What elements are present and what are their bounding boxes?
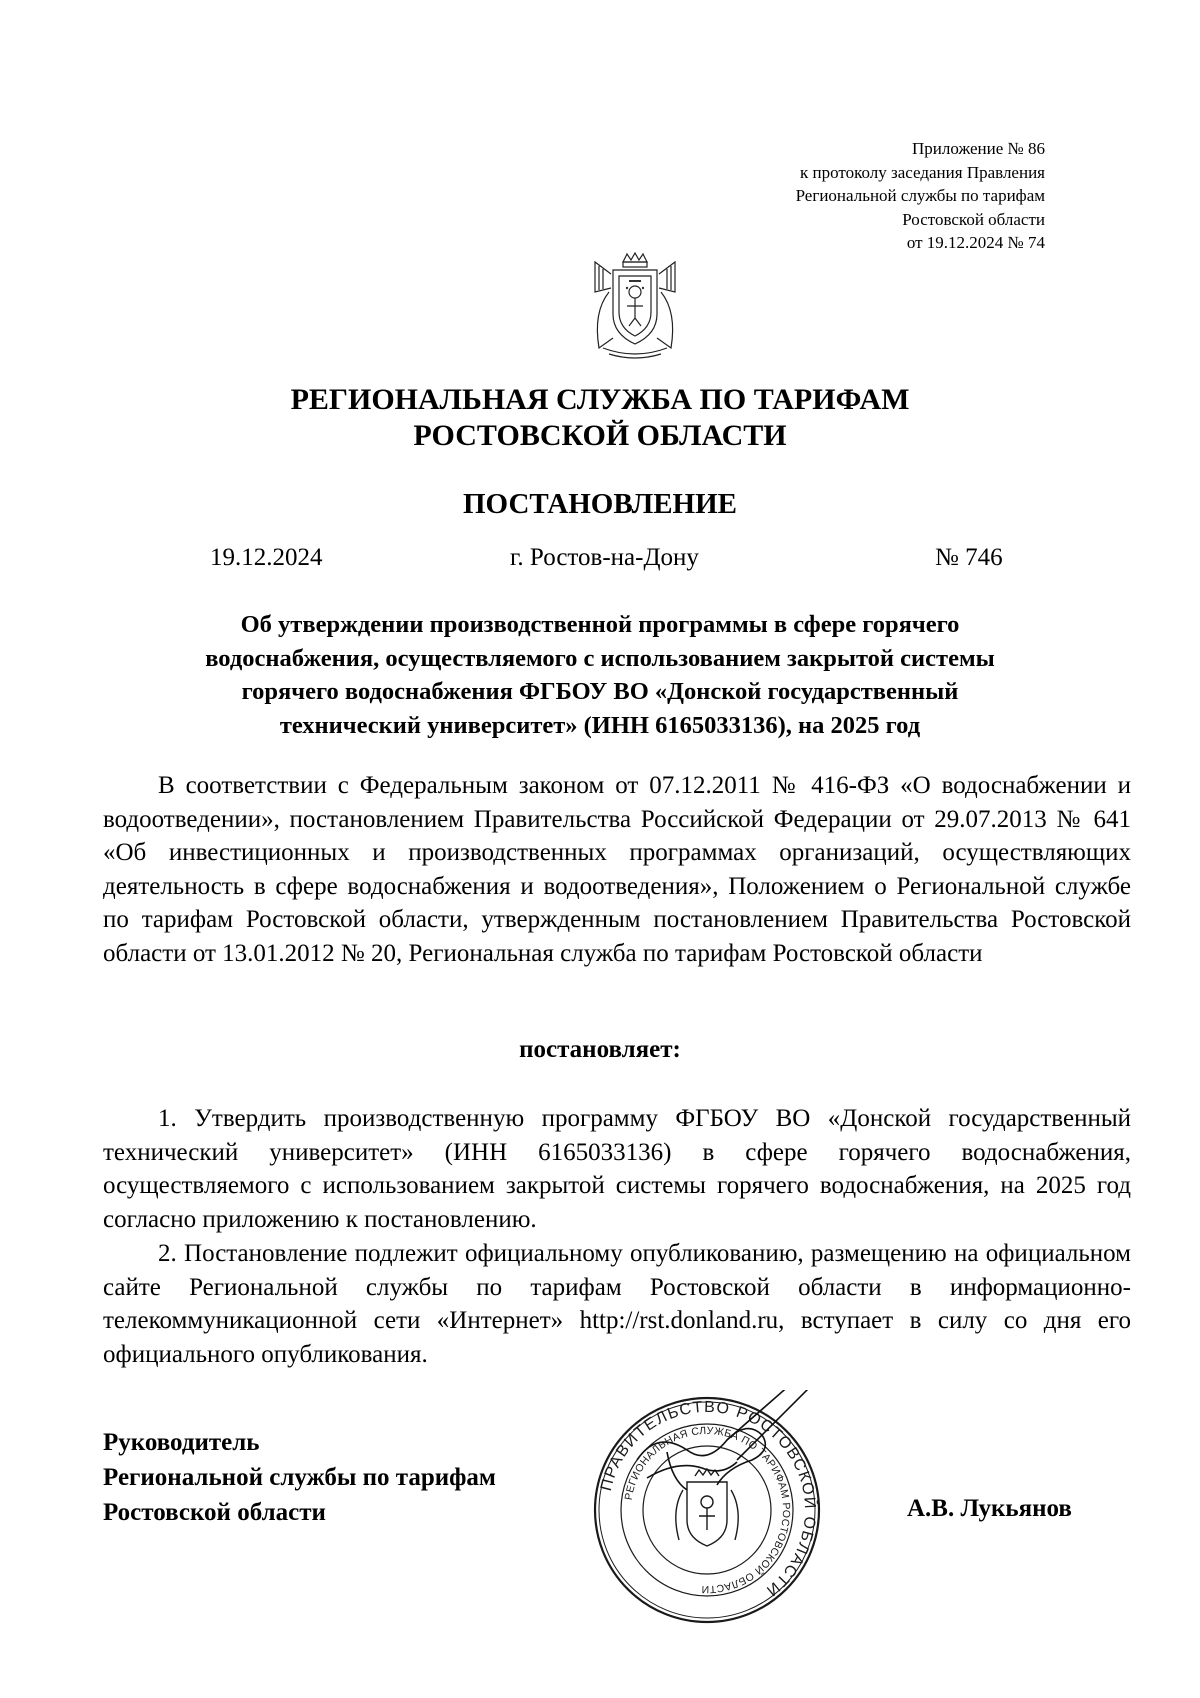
decree-item: 1. Утвердить производственную программу ФГБОУ ВО «Донской государственный технический университет» (ИНН 6165033136) в сфере горячего водоснабжения, осуществляемого с использованием закрытой системы горячего водоснабжения, на 2025 год согласно приложению к постановлению. [103,1105,1131,1233]
appendix-note [625,137,1045,255]
signer-name: А.В. Лукьянов [907,1495,1072,1522]
title-line: горячего водоснабжения ФГБОУ ВО «Донской государственный [241,678,959,705]
document-date: 19.12.2024 [210,544,323,571]
appendix-line: Региональной службы по тарифам [795,186,1045,205]
decree-word: постановляет: [519,1036,681,1063]
official-seal-icon [587,1390,827,1630]
signer-position-line: Ростовской области [103,1499,326,1526]
organization-name [100,382,1100,454]
appendix-line: к протоколу заседания Правления [800,162,1045,182]
title-line: технический университет» (ИНН 6165033136), на 2025 год [279,711,921,739]
appendix-line: Приложение № 86 [912,139,1045,158]
signer-position [103,1425,496,1530]
organization-line: РОСТОВСКОЙ ОБЛАСТИ [413,419,787,452]
organization-line: РЕГИОНАЛЬНАЯ СЛУЖБА ПО ТАРИФАМ [290,383,910,416]
appendix-line: Ростовской области [902,209,1045,229]
document-city: г. Ростов-на-Дону [510,544,699,571]
document-number: № 746 [935,544,1003,571]
signer-position-line: Региональной службы по тарифам [103,1464,496,1491]
appendix-line: от 19.12.2024 № 74 [906,233,1045,252]
document-type: ПОСТАНОВЛЕНИЕ [462,488,737,520]
seal-outer-text: ПРАВИТЕЛЬСТВО РОСТОВСКОЙ ОБЛАСТИ [597,1398,819,1600]
signer-position-line: Руководитель [103,1429,260,1456]
seal-inner-text: РЕГИОНАЛЬНАЯ СЛУЖБА ПО ТАРИФАМ РОСТОВСКОЙ ОБЛАСТИ [622,1424,793,1596]
coat-of-arms-icon [589,252,681,360]
preamble-paragraph: В соответствии с Федеральным законом от 07.12.2011 № 416-ФЗ «О водоснабжении и водоотведении», постановлением Правительства Российской Федерации от 29.07.2013 № 641 «Об инвестиционных и производственных программах организаций, осуществляющих деятельность в сфере водоснабжения и водоотведения», Положением о Региональной службе по тарифам Ростовской области, утвержденным постановлением Правительства Ростовской области от 13.01.2012 № 20, Региональная служба по тарифам Ростовской области [103,772,1131,967]
document-title [160,608,1040,742]
title-line: водоснабжения, осуществляемого с использованием закрытой системы [205,644,995,672]
decree-item: 2. Постановление подлежит официальному опубликованию, размещению на официальном сайте Региональной службы по тарифам Ростовской области в информационно-телекоммуникационной сети «Интернет» http://rst.donland.ru, вступает в силу со дня его официального опубликования. [103,1240,1131,1368]
title-line: Об утверждении производственной программы в сфере горячего [240,611,960,638]
